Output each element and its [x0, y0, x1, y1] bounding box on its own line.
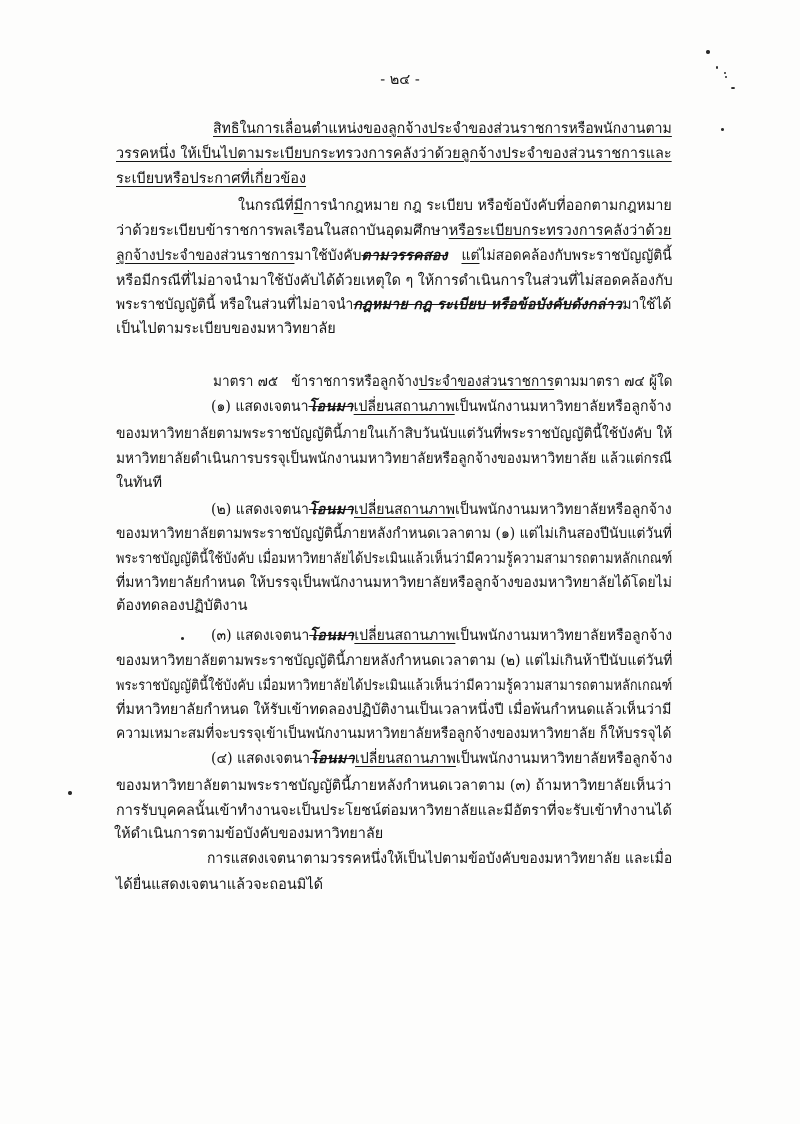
struck-text: กฎหมาย กฎ ระเบียบ หรือข้อบังคับดังกล่าว	[353, 296, 623, 313]
regulation-line	[116, 246, 672, 266]
struck-text: โอนมา	[308, 501, 354, 518]
text-run: (๓) แสดงเจตนา	[211, 628, 310, 644]
regulation-line	[238, 196, 672, 216]
underlined-text: ระเบียบหรือประกาศที่เกี่ยวข้อง	[116, 171, 307, 187]
item-line: มหาวิทยาลัยดำเนินการบรรจุเป็นพนักงานมหาวิทยาลัยหรือลูกจ้างของมหาวิทยาลัย แล้วแต่กรณี	[116, 451, 672, 467]
regulation-line	[116, 221, 671, 241]
item-first-line	[211, 749, 672, 769]
underlined-text: สิทธิในการเลื่อนตำแหน่งของลูกจ้างประจำของส่วนราชการหรือพนักงานตาม	[213, 121, 672, 137]
underlined-text: วรรคหนึ่ง ให้เป็นไปตามระเบียบกระทรวงการคลังว่าด้วยลูกจ้างประจำของส่วนราชการและ	[116, 146, 672, 162]
item-line: พระราชบัญญัตินี้ใช้บังคับ เมื่อมหาวิทยาลัยได้ประเมินแล้วเห็นว่ามีความรู้ความสามารถตามหลักเกณฑ์	[116, 551, 673, 567]
struck-text: โอนมา	[309, 627, 355, 644]
underlined-text: ประจำของส่วนราชการ	[418, 374, 555, 390]
underlined-text: เปลี่ยนสถานภาพ	[354, 628, 456, 644]
scan-speck	[721, 128, 724, 131]
text-run: เป็นพนักงานมหาวิทยาลัยหรือลูกจ้าง	[455, 628, 673, 644]
text-run: เป็นพนักงานมหาวิทยาลัยหรือลูกจ้าง	[454, 399, 672, 415]
item-line: ของมหาวิทยาลัยตามพระราชบัญญัตินี้ภายหลังกำหนดเวลาตาม (๒) แต่ไม่เกินห้าปีนับแต่วันที่	[116, 653, 673, 669]
struck-text: โอนมา	[308, 398, 354, 415]
underlined-text: เปลี่ยนสถานภาพ	[353, 399, 455, 415]
item-line: ต้องทดลองปฏิบัติงาน	[116, 598, 248, 614]
struck-text: ตามวรรคสอง	[361, 247, 449, 264]
item-line: ของมหาวิทยาลัยตามพระราชบัญญัตินี้ภายหลังกำหนดเวลาตาม (๓) ถ้ามหาวิทยาลัยเห็นว่า	[116, 778, 672, 794]
text-run: มาใช้ได้	[622, 297, 672, 313]
text-run: ข้าราชการหรือลูกจ้าง	[291, 374, 419, 390]
item-line: ที่มหาวิทยาลัยกำหนด ให้บรรจุเป็นพนักงานมหาวิทยาลัยหรือลูกจ้างของมหาวิทยาลัยได้โดยไม่	[116, 575, 672, 591]
text-run: การนำกฎหมาย กฎ ระเบียบ หรือข้อบังคับที่ออกตามกฎหมาย	[303, 198, 672, 214]
text-run: เป็นพนักงานมหาวิทยาลัยหรือลูกจ้าง	[455, 502, 672, 518]
promotion-line	[116, 169, 306, 189]
item-first-line	[211, 626, 672, 646]
text-run: ไม่สอดคล้องกับพระราชบัญญัตินี้	[479, 248, 672, 264]
underlined-text: แต่	[461, 248, 480, 264]
underlined-text: ลูกจ้างประจำของส่วนราชการ	[116, 248, 295, 264]
promotion-line	[116, 144, 672, 164]
item-line: พระราชบัญญัตินี้ใช้บังคับ เมื่อมหาวิทยาลัยได้ประเมินแล้วเห็นว่ามีความรู้ความสามารถตามหลักเกณฑ์	[116, 678, 673, 694]
regulation-line	[116, 295, 671, 315]
item-first-line	[211, 397, 671, 417]
text-run: มาใช้บังคับ	[294, 248, 362, 264]
underlined-text: เปลี่ยนสถานภาพ	[355, 751, 456, 767]
item-first-line	[211, 500, 672, 520]
regulation-line: เป็นไปตามระเบียบของมหาวิทยาลัย	[116, 321, 336, 337]
item-line: การรับบุคคลนั้นเข้าทำงานจะเป็นประโยชน์ต่อมหาวิทยาลัยและมีอัตราที่จะรับเข้าทำงานได้	[116, 803, 672, 819]
scan-speck	[706, 50, 710, 54]
text-run: ในกรณีที่	[238, 198, 294, 214]
section-label: มาตรา ๗๕	[213, 374, 279, 390]
scan-speck	[68, 791, 72, 795]
text-run: (๒) แสดงเจตนา	[211, 502, 309, 518]
scan-speck	[181, 637, 184, 640]
underlined-text: หรือระเบียบกระทรวงการคลังว่าด้วย	[448, 223, 672, 239]
promotion-line	[213, 119, 672, 139]
scan-speck	[716, 66, 718, 69]
text-run: เป็นพนักงานมหาวิทยาลัยหรือลูกจ้าง	[455, 751, 673, 767]
section-heading	[213, 372, 672, 392]
text-run: (๑) แสดงเจตนา	[211, 399, 309, 415]
closing-line: การแสดงเจตนาตามวรรคหนึ่งให้เป็นไปตามข้อบังคับของมหาวิทยาลัย และเมื่อ	[207, 851, 673, 867]
item-line: ในทันที	[116, 475, 163, 491]
text-run: (๔) แสดงเจตนา	[211, 751, 311, 767]
underlined-text: มี	[293, 198, 304, 214]
text-run: พระราชบัญญัตินี้ หรือในส่วนที่ไม่อาจนำ	[116, 297, 354, 313]
item-line: ความเหมาะสมที่จะบรรจุเข้าเป็นพนักงานมหาวิทยาลัยหรือลูกจ้างของมหาวิทยาลัย ก็ให้บรรจุได้	[116, 726, 672, 742]
item-line: ที่มหาวิทยาลัยกำหนด ให้รับเข้าทดลองปฏิบัติงานเป็นเวลาหนึ่งปี เมื่อพ้นกำหนดแล้วเห็นว่ามี	[116, 702, 672, 718]
page-number: - ๒๔ -	[380, 72, 420, 88]
closing-line: ได้ยื่นแสดงเจตนาแล้วจะถอนมิได้	[116, 877, 324, 893]
underlined-text: เปลี่ยนสถานภาพ	[353, 502, 456, 518]
item-line: ให้ดำเนินการตามข้อบังคับของมหาวิทยาลัย	[114, 826, 384, 842]
item-line: ของมหาวิทยาลัยตามพระราชบัญญัตินี้ภายในเก้าสิบวันนับแต่วันที่พระราชบัญญัตินี้ใช้บังคับ ให้	[116, 426, 673, 442]
text-run: ตามมาตรา ๗๔ ผู้ใด	[554, 374, 673, 390]
item-line: ของมหาวิทยาลัยตามพระราชบัญญัตินี้ภายหลังกำหนดเวลาตาม (๑) แต่ไม่เกินสองปีนับแต่วันที่	[116, 526, 672, 542]
regulation-line: หรือมีกรณีที่ไม่อาจนำมาใช้บังคับได้ด้วยเหตุใด ๆ ให้การดำเนินการในส่วนที่ไม่สอดคล้องกับ	[116, 273, 673, 289]
text-run: ว่าด้วยระเบียบข้าราชการพลเรือนในสถาบันอุดมศึกษา	[116, 223, 449, 239]
struck-text: โอนมา	[310, 750, 356, 767]
